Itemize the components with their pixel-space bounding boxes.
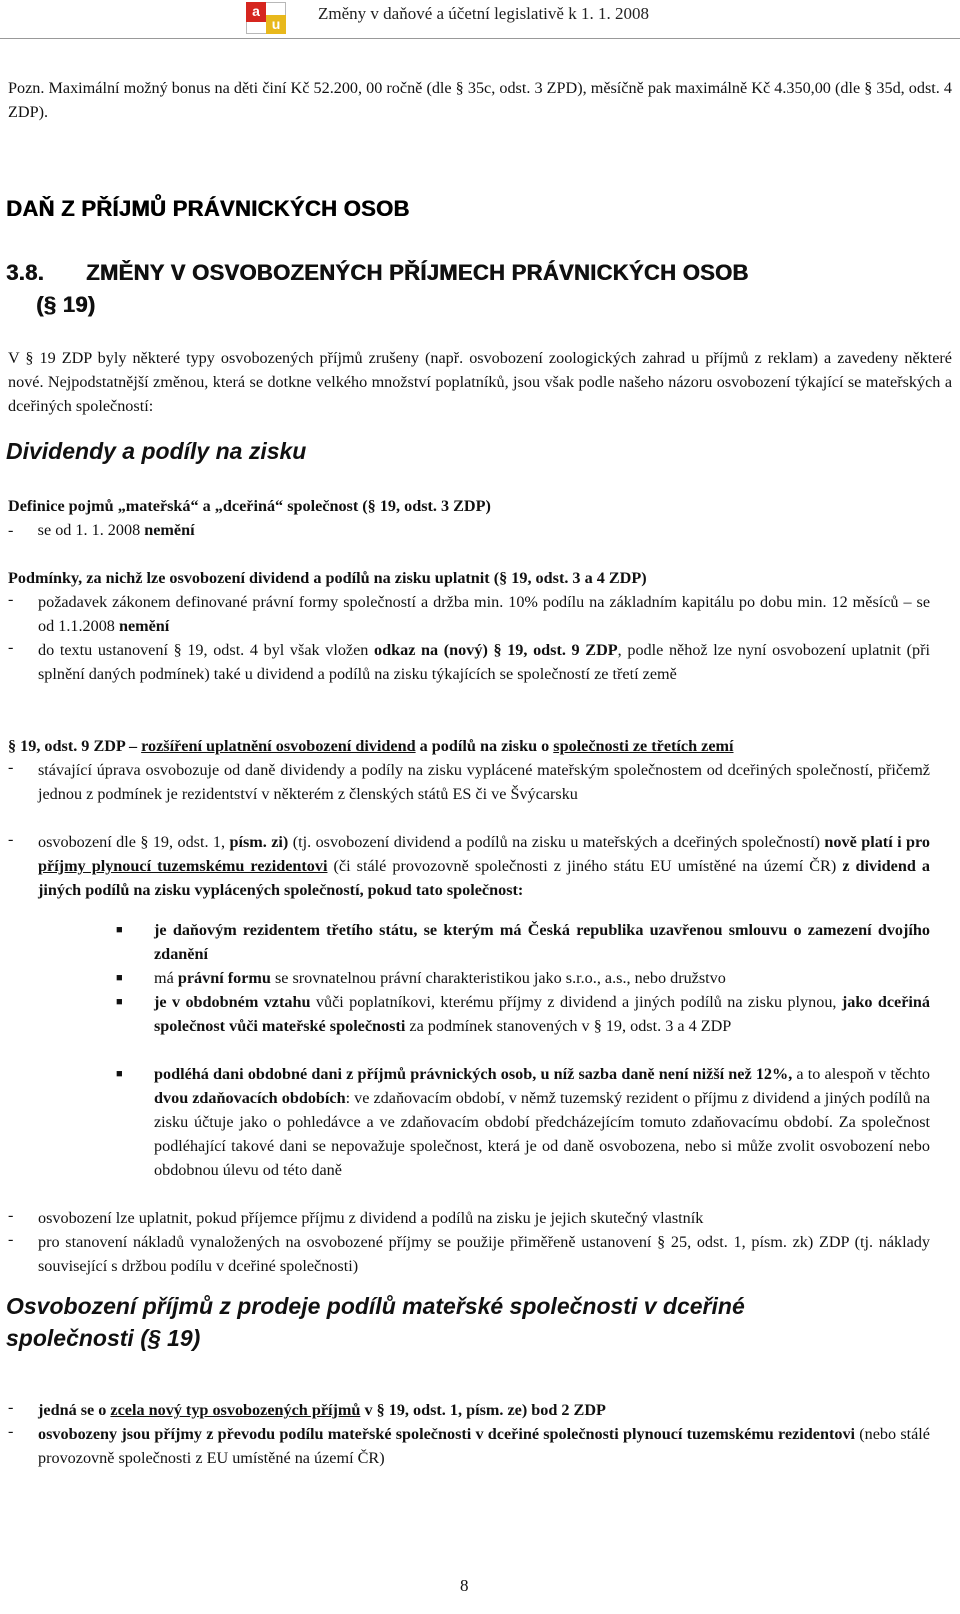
condition-sub-3: [154, 990, 930, 1038]
subsection-title: ZMĚNY V OSVOBOZENÝCH PŘÍJMECH PRÁVNICKÝCH OSOB: [86, 260, 749, 285]
sub4-d: : ve zdaňovacím období, v němž tuzemský rezident o příjmu z dividend a jiných podílů na zisku účtuje jako o pohledávce a ve zdaňovacím období předcházejícím tomuto zdaňovacímu období. Za společnost podléhající takové dani se nepovažuje společnost, která je od daně osvobozena, nebo si může zvolit osvobození nebo obdobnou úlevu od této daně: [154, 1089, 931, 1179]
subsection-number: 3.8.: [6, 260, 44, 285]
square-bullet-icon: ■: [116, 972, 123, 984]
sub2-a: má: [154, 969, 178, 987]
list-dash: -: [8, 1422, 14, 1440]
sub4-c: dvou zdaňovacích obdobích: [154, 1089, 346, 1107]
logo-letter-u: u: [266, 15, 286, 34]
section-title: DAŇ Z PŘÍJMŮ PRÁVNICKÝCH OSOB: [6, 196, 410, 221]
p9-heading-b: a podílů na zisku o: [415, 737, 554, 755]
condition-sub-4: [154, 1062, 930, 1182]
logo: [246, 2, 288, 34]
square-bullet-icon: ■: [116, 924, 123, 936]
condition-item-2: [38, 638, 930, 686]
header-title: Změny v daňové a účetní legislativě k 1. 1. 2008: [318, 4, 649, 23]
p9-item2-d: nově platí i pro: [824, 833, 931, 851]
p9-item-2: [38, 830, 930, 902]
sub3-d: za podmínek stanovených v § 19, odst. 3 a 4 ZDP: [405, 1017, 732, 1035]
p9-heading-underline-1: rozšíření uplatnění osvobození dividend: [141, 737, 416, 755]
p9-item2-e: příjmy plynoucí tuzemskému rezidentovi: [38, 857, 328, 875]
sub3-b: vůči poplatníkovi, kterému příjmy z dividend a jiných podílů na zisku plynou,: [310, 993, 842, 1011]
sale-item2-a: osvobozeny jsou příjmy z převodu podílu mateřské společnosti v dceřiné společnosti plynoucí tuzemskému rezidentovi: [38, 1425, 856, 1443]
list-dash: -: [8, 758, 14, 776]
sub2-b: právní formu: [177, 969, 271, 987]
list-dash: -: [8, 830, 14, 848]
condition-2-text-a: do textu ustanovení § 19, odst. 4 byl však vložen: [38, 641, 375, 659]
dividends-heading: Dividendy a podíly na zisku: [6, 438, 307, 464]
sale-item1-b: v § 19, odst. 1, písm. ze) bod 2 ZDP: [360, 1401, 606, 1419]
sub2-c: se srovnatelnou právní charakteristikou jako s.r.o., a.s., nebo družstvo: [270, 969, 726, 987]
list-dash: -: [8, 1398, 14, 1416]
list-dash: -: [8, 1206, 14, 1224]
list-dash: -: [8, 521, 14, 539]
sale-item1-underline: zcela nový typ osvobozených příjmů: [110, 1401, 361, 1419]
square-bullet-icon: ■: [116, 996, 123, 1008]
p9-heading-a: § 19, odst. 9 ZDP –: [8, 737, 142, 755]
definition-item-text: se od 1. 1. 2008: [37, 521, 145, 539]
condition-2-bold: odkaz na (nový) § 19, odst. 9 ZDP: [374, 641, 618, 659]
list-dash: -: [8, 638, 14, 656]
condition-2-text-c: , podle něhož lze nyní osvobození uplatnit (při splnění daných podmínek) také u dividend a podílů na zisku týkajících se společností ze třetí země: [38, 641, 930, 683]
sale-item-1: [38, 1398, 930, 1422]
p9-item-4: pro stanovení nákladů vynaložených na osvobozené příjmy se použije přiměřeně ustanovení § 25, odst. 1, písm. zk) ZDP (tj. náklady související s držbou podílu v dceřiné společnosti): [38, 1233, 930, 1275]
condition-sub-1: je daňovým rezidentem třetího státu, se kterým má Česká republika uzavřenou smlouvu o zamezení dvojího zdanění: [154, 921, 930, 963]
p9-heading-underline-2: společnosti ze třetích zemí: [553, 737, 734, 755]
p9-item2-g: z dividend a jiných podílů na zisku vyplácených společností, pokud tato společnost:: [38, 857, 930, 899]
condition-sub-2: [154, 966, 930, 990]
note-paragraph: Pozn. Maximální možný bonus na děti činí Kč 52.200, 00 ročně (dle § 35c, odst. 3 ZPD), měsíčně pak maximálně Kč 4.350,00 (dle § 35d, odst. 4 ZDP).: [8, 79, 952, 121]
subsection-title-paragraph: (§ 19): [36, 292, 96, 317]
intro-paragraph: V § 19 ZDP byly některé typy osvobozených příjmů zrušeny (např. osvobození zoologických zahrad u příjmů z reklam) a zavedeny některé nové. Nejpodstatnější změnou, která se dotkne velkého množství poplatníků, jsou však podle našeho názoru osvobození týkající se mateřských a dceřiných společností:: [8, 349, 952, 415]
paragraph-9-heading: [8, 734, 734, 758]
condition-1-text: požadavek zákonem definované právní formy společností a držba min. 10% podílu na základním kapitálu po dobu min. 12 měsíců – se od 1.1.2008: [38, 593, 930, 635]
logo-letter-a: a: [246, 2, 266, 22]
sub3-a: je v obdobném vztahu: [154, 993, 311, 1011]
page-number: 8: [460, 1576, 469, 1595]
definition-item-bold: nemění: [144, 521, 195, 539]
sale-item-2: [38, 1422, 930, 1470]
header-divider: [0, 38, 960, 39]
p9-item2-f: (či stálé provozovně společnosti z jiného státu EU umístěné na území ČR): [327, 857, 843, 875]
conditions-heading: Podmínky, za nichž lze osvobození dividend a podílů na zisku uplatnit (§ 19, odst. 3 a 4 ZDP): [8, 569, 647, 587]
p9-item-3: osvobození lze uplatnit, pokud příjemce příjmu z dividend a podílů na zisku je jejich skutečný vlastník: [38, 1209, 704, 1227]
sub4-b: a to alespoň v těchto: [792, 1065, 930, 1083]
condition-1-bold: nemění: [118, 617, 170, 635]
list-dash: -: [8, 1230, 14, 1248]
p9-item2-a: osvobození dle § 19, odst. 1,: [38, 833, 230, 851]
definition-item: [8, 518, 195, 542]
sub4-a: podléhá dani obdobné dani z příjmů právnických osob, u níž sazba daně není nižší než 12%,: [154, 1065, 793, 1083]
sub3-c: jako dceřiná společnost vůči mateřské společnosti: [154, 993, 931, 1035]
p9-item-1: stávající úprava osvobozuje od daně dividendy a podíly na zisku vyplácené mateřským společnostem od dceřiných společností, přičemž jednou z podmínek je rezidentství v některém z členských států ES či ve Švýcarsku: [38, 761, 930, 803]
p9-item2-c: (tj. osvobození dividend a podílů na zisku u mateřských a dceřiných společností): [288, 833, 825, 851]
definition-heading: Definice pojmů „mateřská“ a „dceřiná“ společnost (§ 19, odst. 3 ZDP): [8, 497, 491, 515]
list-dash: -: [8, 590, 14, 608]
sale-heading: Osvobození příjmů z prodeje podílů mateřské společnosti v dceřiné společnosti (§ 19): [6, 1293, 745, 1351]
p9-item2-b: písm. zi): [229, 833, 289, 851]
page-header: [0, 0, 960, 38]
condition-item-1: [38, 590, 930, 638]
square-bullet-icon: ■: [116, 1068, 123, 1080]
sale-item2-b: (nebo stálé provozovně společnosti z EU umístěné na území ČR): [38, 1425, 930, 1467]
sale-item1-a: jedná se o: [38, 1401, 111, 1419]
